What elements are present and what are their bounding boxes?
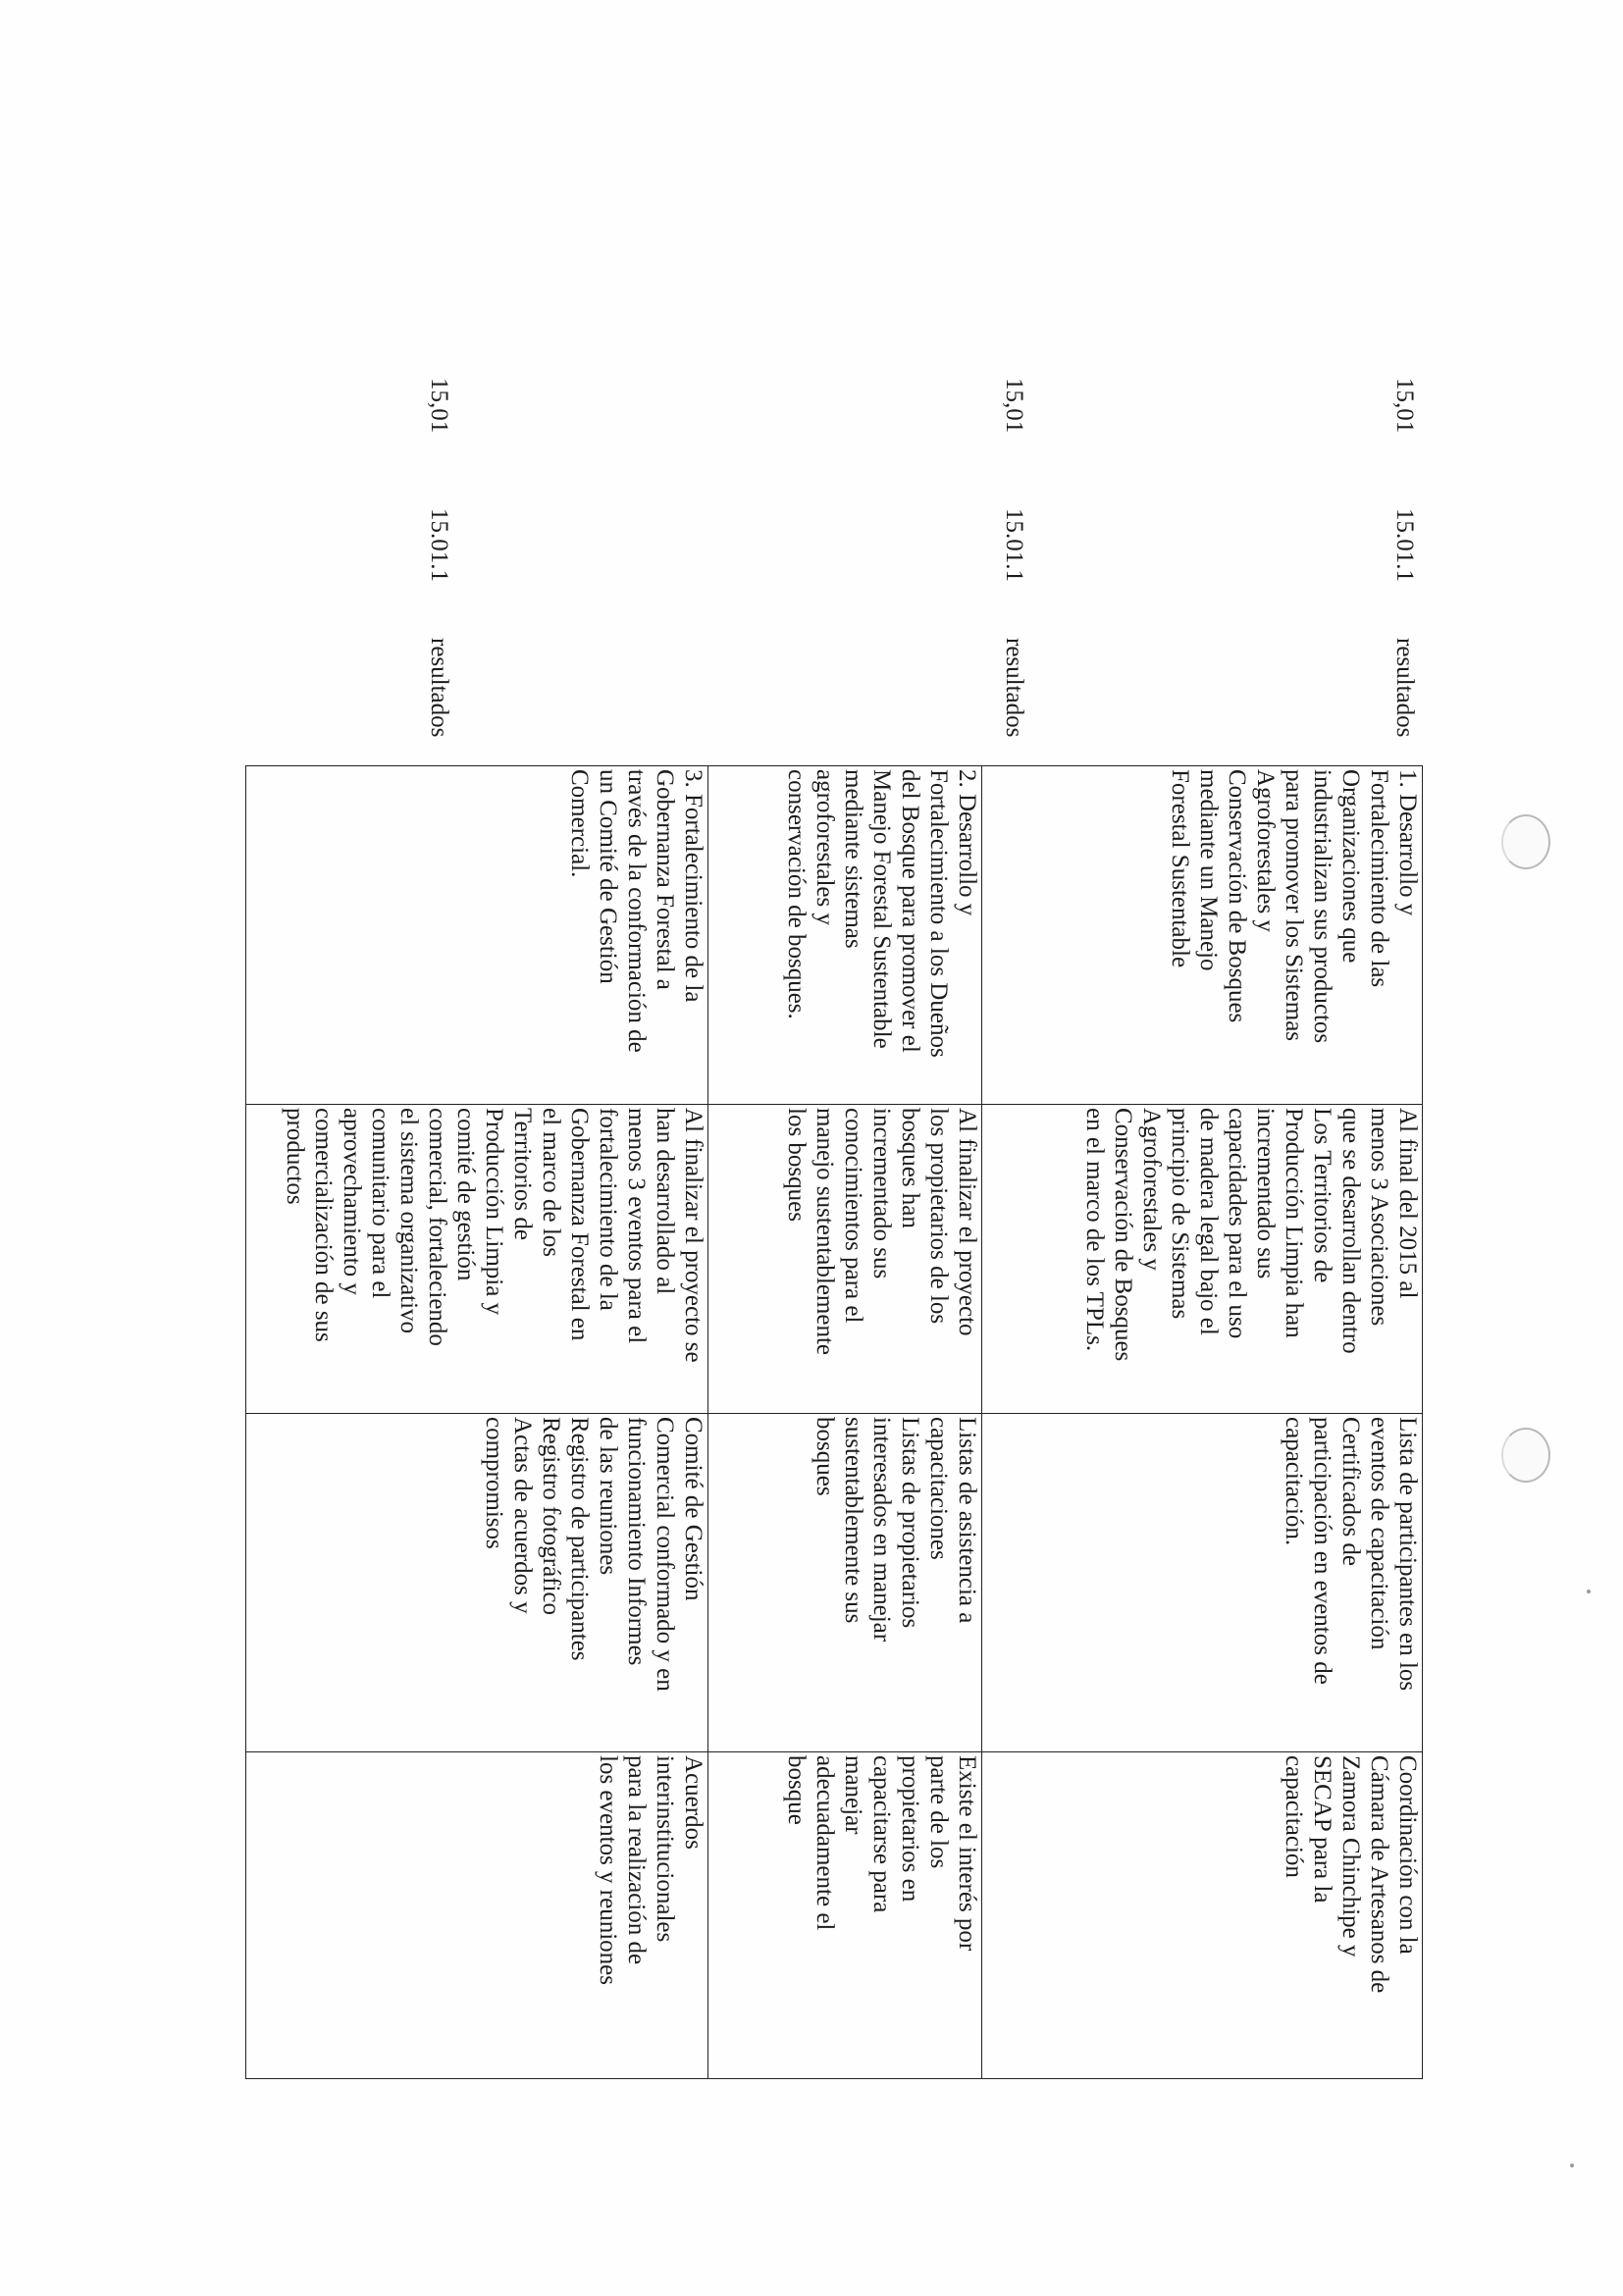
scan-speck — [1570, 2164, 1574, 2167]
assumption-cell: Existe el interés por parte de los propietarios en capacitarse para manejar adecuadamente el bosque — [708, 1752, 982, 2079]
indicator-cell: Al final del 2015 al menos 3 Asociaciones que se desarrollan dentro Los Territorios de Producción Limpia han incrementado sus capacidades para el uso de madera legal bajo el principio de Sistemas Agroforestales y Conservación de Bosques en el marco de los TPLs. — [982, 1105, 1423, 1414]
assumption-cell: Coordinación con la Cámara de Artesanos de Zamora Chinchipe y SECAP para la capacitación — [982, 1752, 1423, 2079]
logframe-table — [245, 765, 1423, 2079]
row1-code-a: 15,01 — [1391, 378, 1418, 434]
verification-cell: Comité de Gestión Comercial conformado y en funcionamiento Informes de las reuniones Registro de participantes Registro fotográfico Actas de acuerdos y compromisos — [246, 1414, 708, 1752]
row1-code-b: 15.01.1 — [1391, 508, 1418, 582]
indicator-cell: Al finalizar el proyecto los propietarios de los bosques han incrementado sus conocimientos para el manejo sustentablemente los bosques — [708, 1105, 982, 1414]
verification-cell: Lista de participantes en los eventos de capacitación Certificados de participación en eventos de capacitación. — [982, 1414, 1423, 1752]
row2-category: resultados — [1001, 638, 1027, 738]
table-row — [982, 766, 1423, 2079]
result-cell: 1. Desarrollo y Fortalecimiento de las Organizaciones que industrializan sus productos para promover los Sistemas Agroforestales y Conservación de Bosques mediante un Manejo Forestal Sustentable — [982, 766, 1423, 1105]
scan-speck — [1587, 1590, 1591, 1593]
row3-category: resultados — [426, 638, 452, 738]
verification-cell: Listas de asistencia a capacitaciones Listas de propietarios interesados en manejar sustentablemente sus bosques — [708, 1414, 982, 1752]
table-row — [708, 766, 982, 2079]
row1-category: resultados — [1391, 638, 1418, 738]
indicator-cell: Al finalizar el proyecto se han desarrollado al menos 3 eventos para el fortalecimiento de la Gobernanza Forestal en el marco de los Territorios de Producción Limpia y comité de gestión comercial, fortaleciendo el sistema organizativo comunitario para el aprovechamiento y comercialización de sus productos — [246, 1105, 708, 1414]
assumption-cell: Acuerdos interinstitucionales para la realización de los eventos y reuniones — [246, 1752, 708, 2079]
row3-code-a: 15,01 — [426, 378, 452, 434]
result-cell: 2. Desarrollo y Fortalecimiento a los Dueños del Bosque para promover el Manejo Forestal Sustentable mediante sistemas agroforestales y conservación de bosques. — [708, 766, 982, 1105]
punch-hole — [1501, 1428, 1550, 1483]
rotated-content — [147, 378, 1423, 2286]
row2-code-a: 15,01 — [1001, 378, 1027, 434]
row2-code-b: 15.01.1 — [1001, 508, 1027, 582]
punch-hole — [1501, 814, 1550, 869]
table-row — [246, 766, 708, 2079]
result-cell: 3. Fortalecimiento de la Gobernanza Forestal a través de la conformación de un Comité de Gestión Comercial. — [246, 766, 708, 1105]
row3-code-b: 15.01.1 — [426, 508, 452, 582]
